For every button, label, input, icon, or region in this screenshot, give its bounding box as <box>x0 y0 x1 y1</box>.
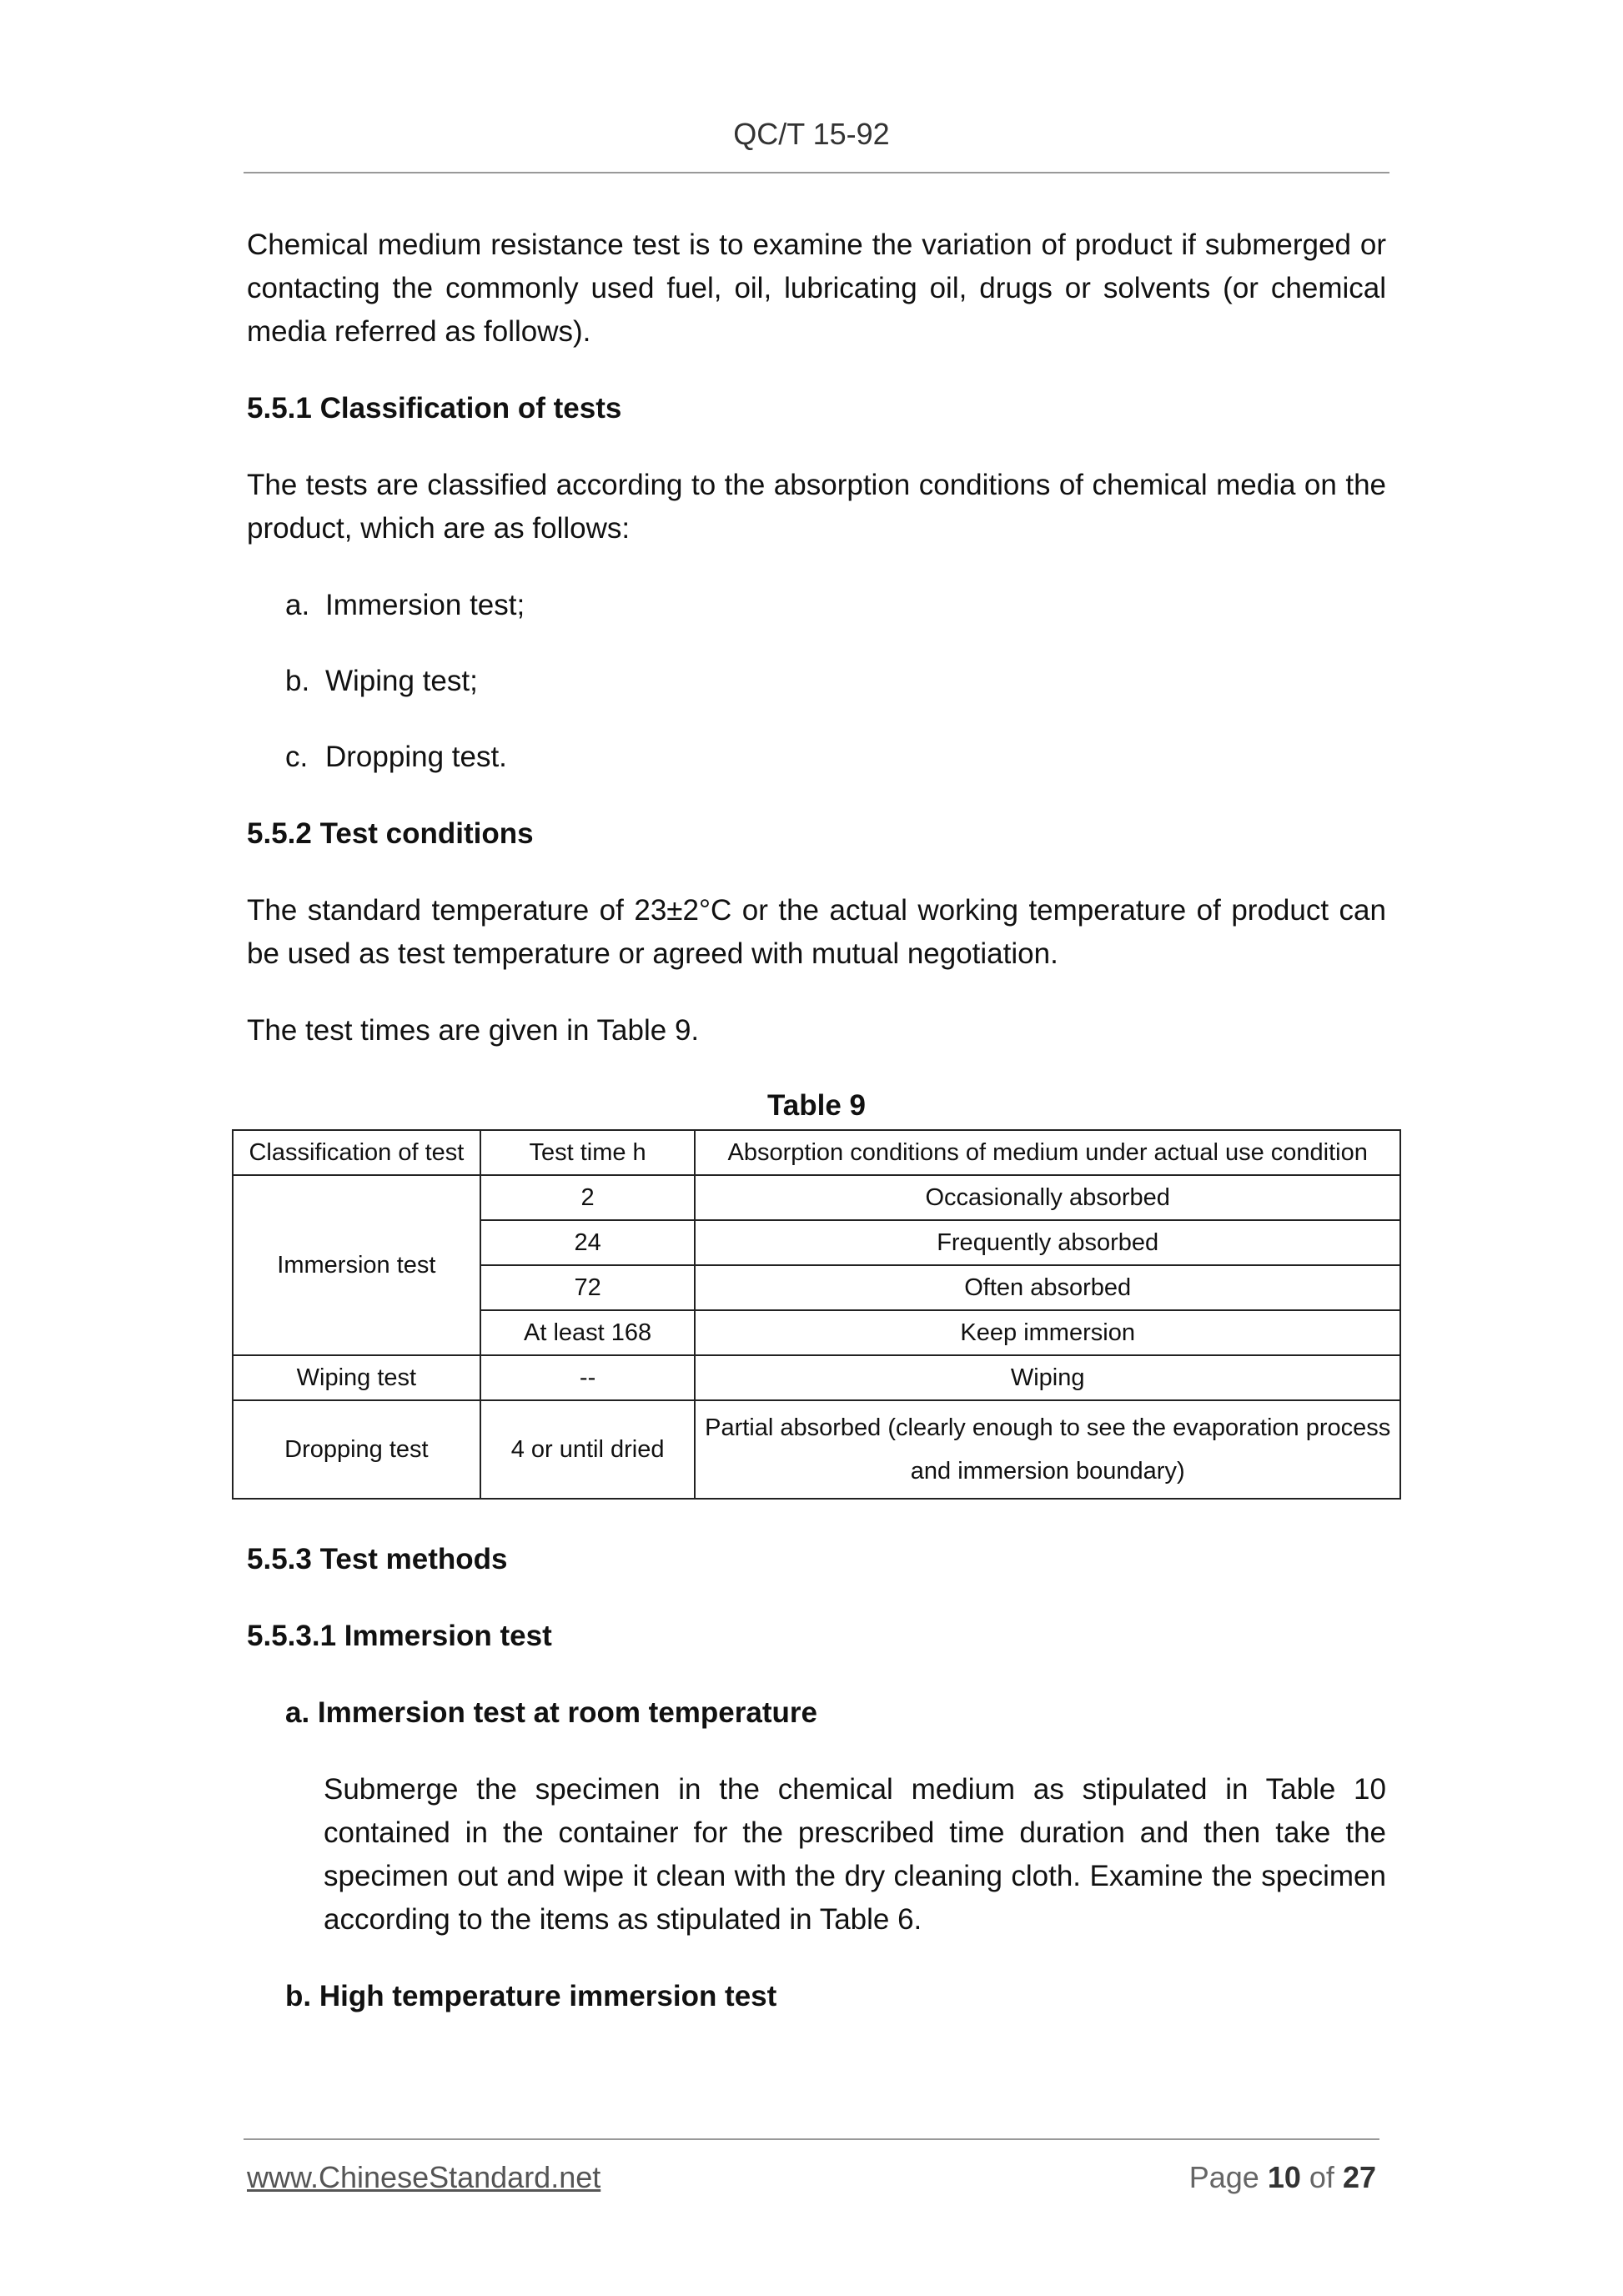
table-cell-condition: Occasionally absorbed <box>695 1175 1400 1220</box>
table-cell-condition: Partial absorbed (clearly enough to see the evaporation process and immersion boundary) <box>695 1400 1400 1499</box>
table-header-row <box>233 1130 1400 1175</box>
section-heading-5-5-2: 5.5.2 Test conditions <box>247 817 534 850</box>
table-cell-condition: Often absorbed <box>695 1265 1400 1310</box>
table-row <box>233 1175 1400 1220</box>
table-header-cell: Absorption conditions of medium under actual use condition <box>695 1130 1400 1175</box>
table-header-cell: Test time h <box>480 1130 696 1175</box>
table-cell-classification: Wiping test <box>233 1355 480 1400</box>
table-cell-classification: Immersion test <box>233 1175 480 1355</box>
classification-paragraph: The tests are classified according to the absorption conditions of chemical media on the product, which are as follows: <box>247 469 1386 545</box>
table-header-cell: Classification of test <box>233 1130 480 1175</box>
table-cell-time: 72 <box>480 1265 696 1310</box>
table-caption: Table 9 <box>766 1089 866 1122</box>
website-link[interactable]: www.ChineseStandard.net <box>247 2160 601 2194</box>
table-row <box>233 1400 1400 1499</box>
list-item: c. Dropping test. <box>285 741 507 773</box>
table-9 <box>232 1129 1401 1500</box>
test-times-paragraph: The test times are given in Table 9. <box>247 1014 700 1047</box>
total-pages: 27 <box>1342 2160 1376 2194</box>
current-page: 10 <box>1267 2160 1301 2194</box>
table-cell-time: 4 or until dried <box>480 1400 696 1499</box>
footer-divider <box>244 2138 1379 2140</box>
room-temperature-paragraph: Submerge the specimen in the chemical medium as stipulated in Table 10 contained in the container for the prescribed time duration and then take the specimen out and wipe it clean with the dry cleaning cloth. Examine the specimen according to the items as stipulated in Table 6. <box>324 1773 1386 1936</box>
table-cell-classification: Dropping test <box>233 1400 480 1499</box>
section-heading-5-5-1: 5.5.1 Classification of tests <box>247 392 622 425</box>
table-cell-condition: Frequently absorbed <box>695 1220 1400 1265</box>
table-cell-condition: Wiping <box>695 1355 1400 1400</box>
table-cell-time: At least 168 <box>480 1310 696 1355</box>
table-cell-time: -- <box>480 1355 696 1400</box>
test-conditions-paragraph: The standard temperature of 23±2°C or the actual working temperature of product can be used as test temperature or agreed with mutual negotiation. <box>247 894 1386 970</box>
subheading-room-temperature: a. Immersion test at room temperature <box>285 1696 817 1729</box>
document-header-title: QC/T 15-92 <box>733 117 890 151</box>
test-type-list <box>247 584 1386 779</box>
section-heading-5-5-3: 5.5.3 Test methods <box>247 1543 508 1575</box>
intro-paragraph: Chemical medium resistance test is to examine the variation of product if submerged or contacting the commonly used fuel, oil, lubricating oil, drugs or solvents (or chemical media referred as follows). <box>247 229 1386 348</box>
header-divider <box>244 172 1389 173</box>
table-cell-time: 24 <box>480 1220 696 1265</box>
page-number: Page 10 of 27 <box>1188 2160 1376 2194</box>
list-item: b. Wiping test; <box>285 665 478 697</box>
page-content <box>247 224 1391 2052</box>
section-heading-5-5-3-1: 5.5.3.1 Immersion test <box>247 1620 552 1652</box>
table-row <box>233 1355 1400 1400</box>
table-cell-time: 2 <box>480 1175 696 1220</box>
subheading-high-temperature: b. High temperature immersion test <box>285 1980 777 2012</box>
table-cell-condition: Keep immersion <box>695 1310 1400 1355</box>
list-item: a. Immersion test; <box>285 589 525 621</box>
